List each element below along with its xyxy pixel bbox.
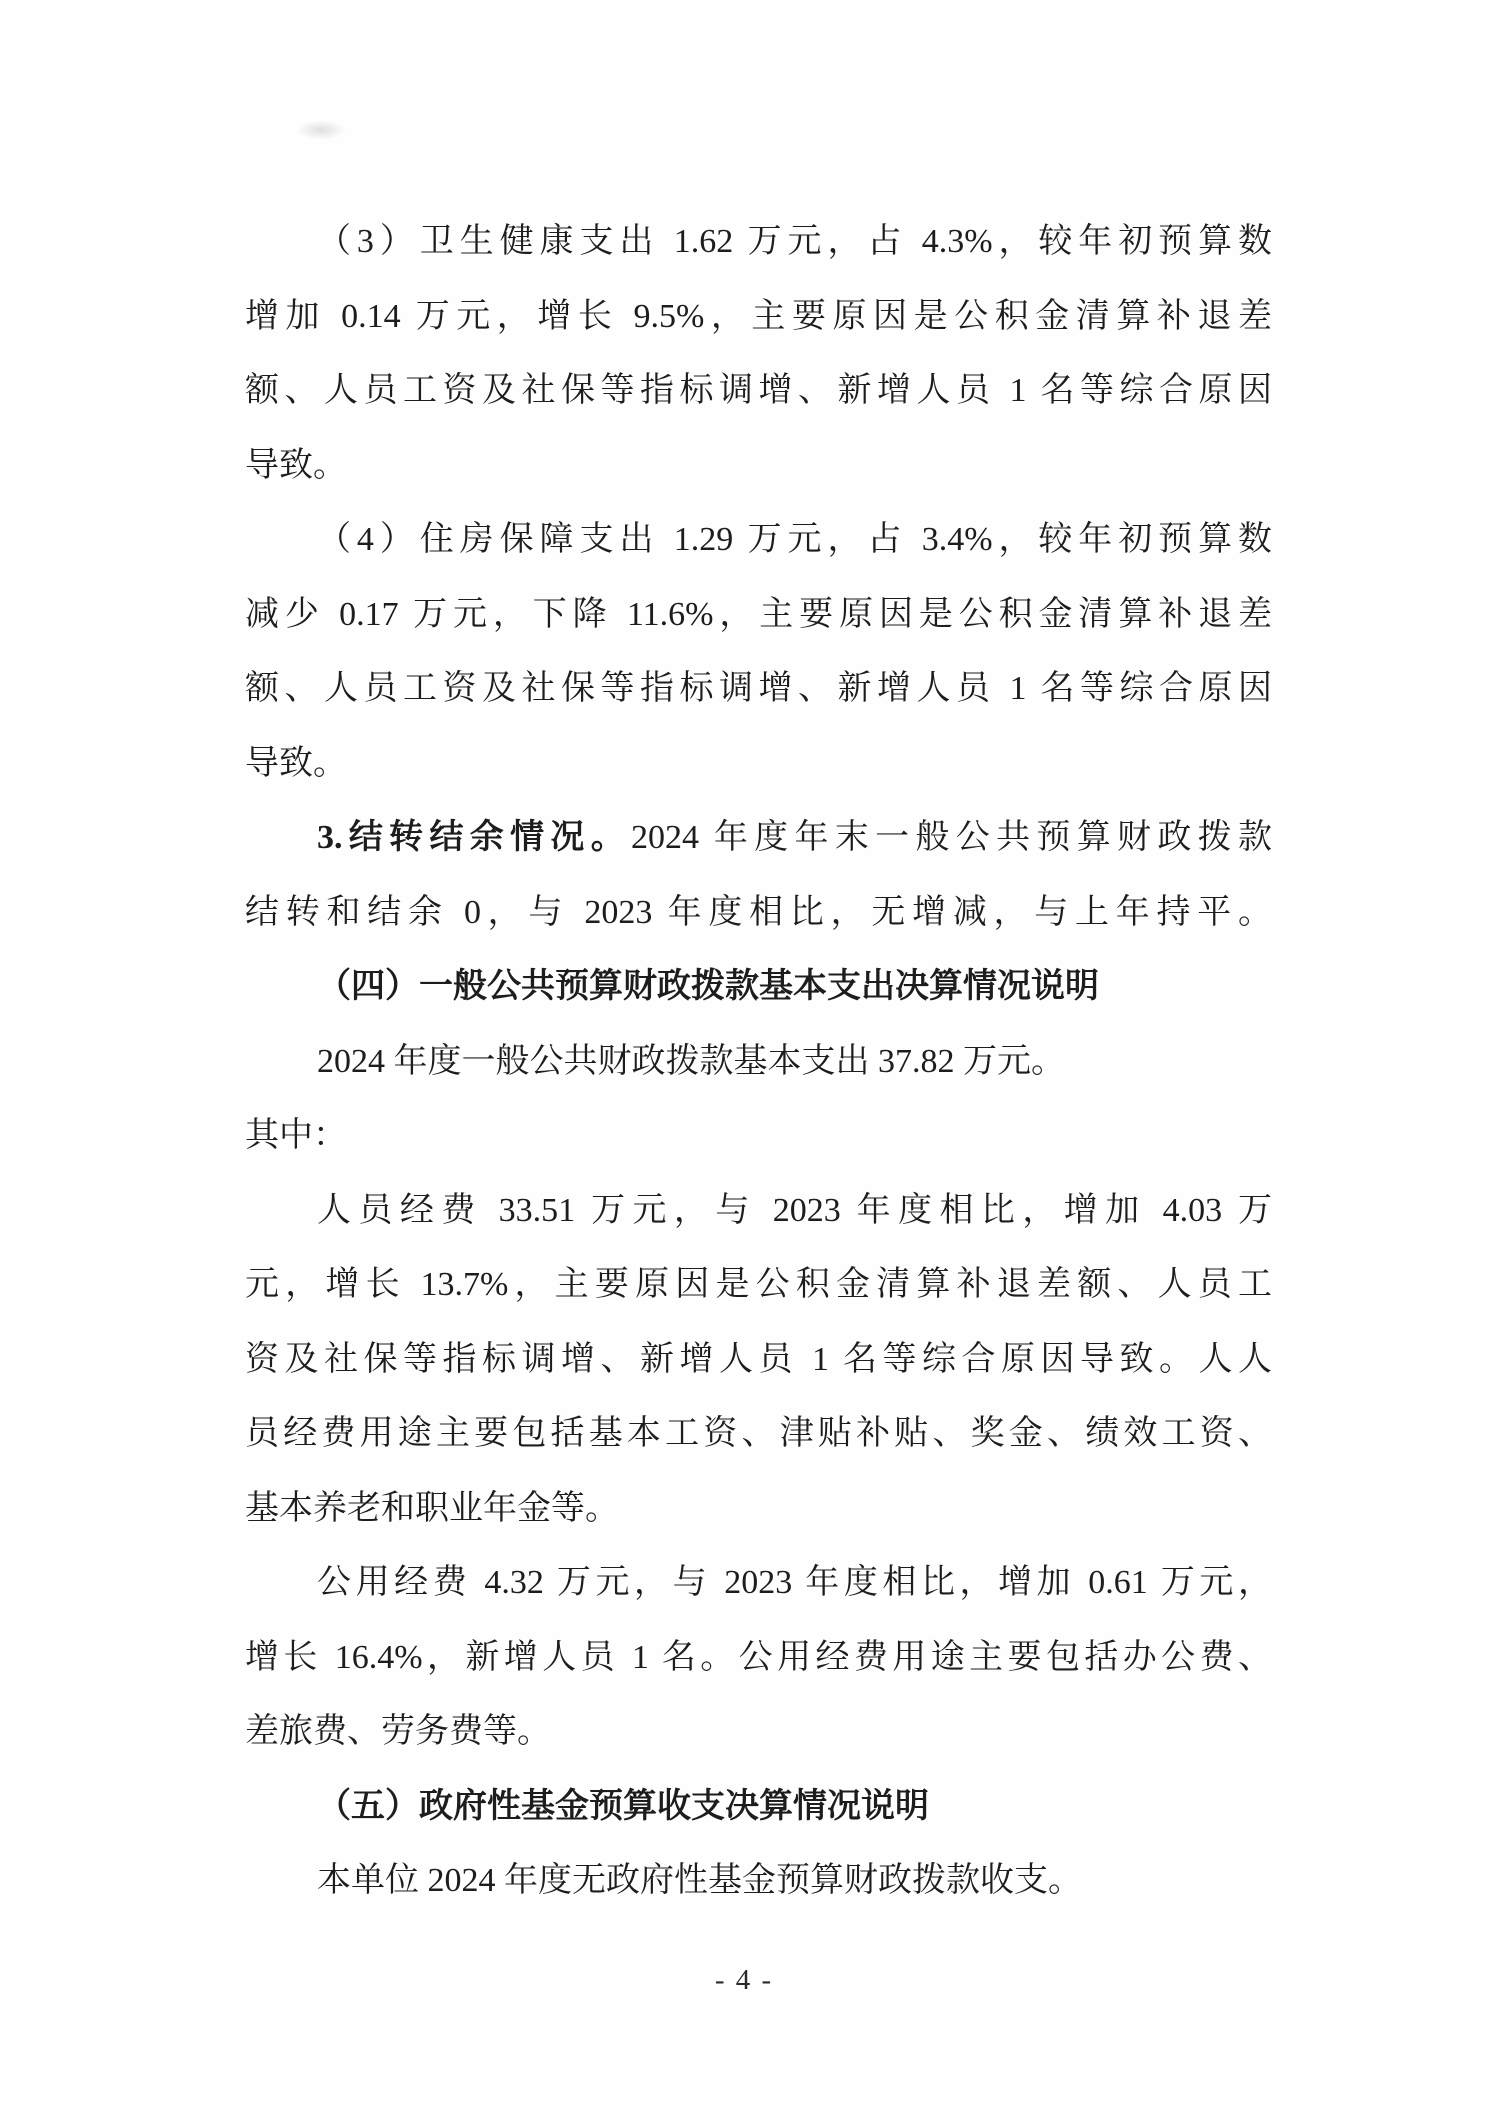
text-segment: 2024 年度年末一般公共预算财政拨款	[631, 819, 1273, 856]
text-line	[245, 1323, 1272, 1398]
text-segment: 导致。	[245, 446, 347, 484]
text-line	[245, 1472, 1272, 1547]
text-line	[245, 1174, 1272, 1249]
bold-text-segment: （四）一般公共预算财政拨款基本支出决算情况说明	[317, 968, 1099, 1005]
text-segment: （4）住房保障支出 1.29 万元，占 3.4%，较年初预算数	[317, 521, 1272, 558]
text-line	[245, 950, 1272, 1025]
text-line	[245, 876, 1272, 951]
para-health-expenditure	[245, 205, 1272, 503]
heading-section-5	[245, 1770, 1272, 1845]
text-segment: 本单位 2024 年度无政府性基金预算财政拨款收支。	[317, 1862, 1082, 1899]
text-line	[245, 205, 1272, 280]
text-line	[245, 280, 1272, 355]
text-segment: 2024 年度一般公共财政拨款基本支出 37.82 万元。	[317, 1042, 1065, 1080]
text-line	[245, 1025, 1272, 1100]
document-body	[245, 205, 1272, 1919]
text-segment: 人员经费 33.51 万元，与 2023 年度相比，增加 4.03 万	[317, 1191, 1272, 1229]
text-segment: 增加 0.14 万元，增长 9.5%，主要原因是公积金清算补退差	[245, 297, 1272, 335]
text-segment: 差旅费、劳务费等。	[245, 1713, 551, 1750]
text-line	[245, 1770, 1272, 1845]
text-segment: 减少 0.17 万元，下降 11.6%，主要原因是公积金清算补退差	[245, 595, 1272, 633]
text-segment: 员经费用途主要包括基本工资、津贴补贴、奖金、绩效工资、	[245, 1415, 1272, 1452]
para-basic-expenditure-total	[245, 1025, 1272, 1100]
text-line	[245, 1248, 1272, 1323]
para-among-which	[245, 1099, 1272, 1174]
scan-smudge	[296, 120, 346, 140]
text-line	[245, 503, 1272, 578]
page-number: - 4 -	[714, 1964, 774, 1996]
text-line	[245, 354, 1272, 429]
para-carryover-balance	[245, 801, 1272, 950]
para-public-expense	[245, 1546, 1272, 1770]
text-line	[245, 1695, 1272, 1770]
text-line	[245, 727, 1272, 802]
text-line	[245, 1844, 1272, 1919]
text-segment: 公用经费 4.32 万元，与 2023 年度相比，增加 0.61 万元，	[317, 1564, 1272, 1601]
para-no-gov-fund	[245, 1844, 1272, 1919]
text-segment: （3）卫生健康支出 1.62 万元，占 4.3%，较年初预算数	[317, 223, 1272, 260]
text-segment: 元，增长 13.7%，主要原因是公积金清算补退差额、人员工	[245, 1266, 1272, 1303]
text-line	[245, 1397, 1272, 1472]
text-segment: 导致。	[245, 744, 347, 782]
text-segment: 基本养老和职业年金等。	[245, 1489, 619, 1527]
text-line	[245, 1621, 1272, 1696]
text-line	[245, 1546, 1272, 1621]
bold-text-segment: （五）政府性基金预算收支决算情况说明	[317, 1787, 929, 1825]
text-segment: 其中：	[245, 1117, 347, 1154]
bold-text-segment: 3.结转结余情况。	[317, 819, 632, 856]
text-line	[245, 429, 1272, 504]
para-personnel-expense	[245, 1174, 1272, 1547]
text-line	[245, 652, 1272, 727]
text-line	[245, 1099, 1272, 1174]
text-segment: 资及社保等指标调增、新增人员 1 名等综合原因导致。人人	[245, 1340, 1272, 1378]
text-line	[245, 578, 1272, 653]
text-line	[245, 801, 1272, 876]
heading-section-4	[245, 950, 1272, 1025]
para-housing-expenditure	[245, 503, 1272, 801]
text-segment: 结转和结余 0，与 2023 年度相比，无增减，与上年持平。	[245, 893, 1272, 931]
text-segment: 增长 16.4%，新增人员 1 名。公用经费用途主要包括办公费、	[245, 1638, 1272, 1676]
text-segment: 额、人员工资及社保等指标调增、新增人员 1 名等综合原因	[245, 670, 1272, 707]
text-segment: 额、人员工资及社保等指标调增、新增人员 1 名等综合原因	[245, 372, 1272, 409]
